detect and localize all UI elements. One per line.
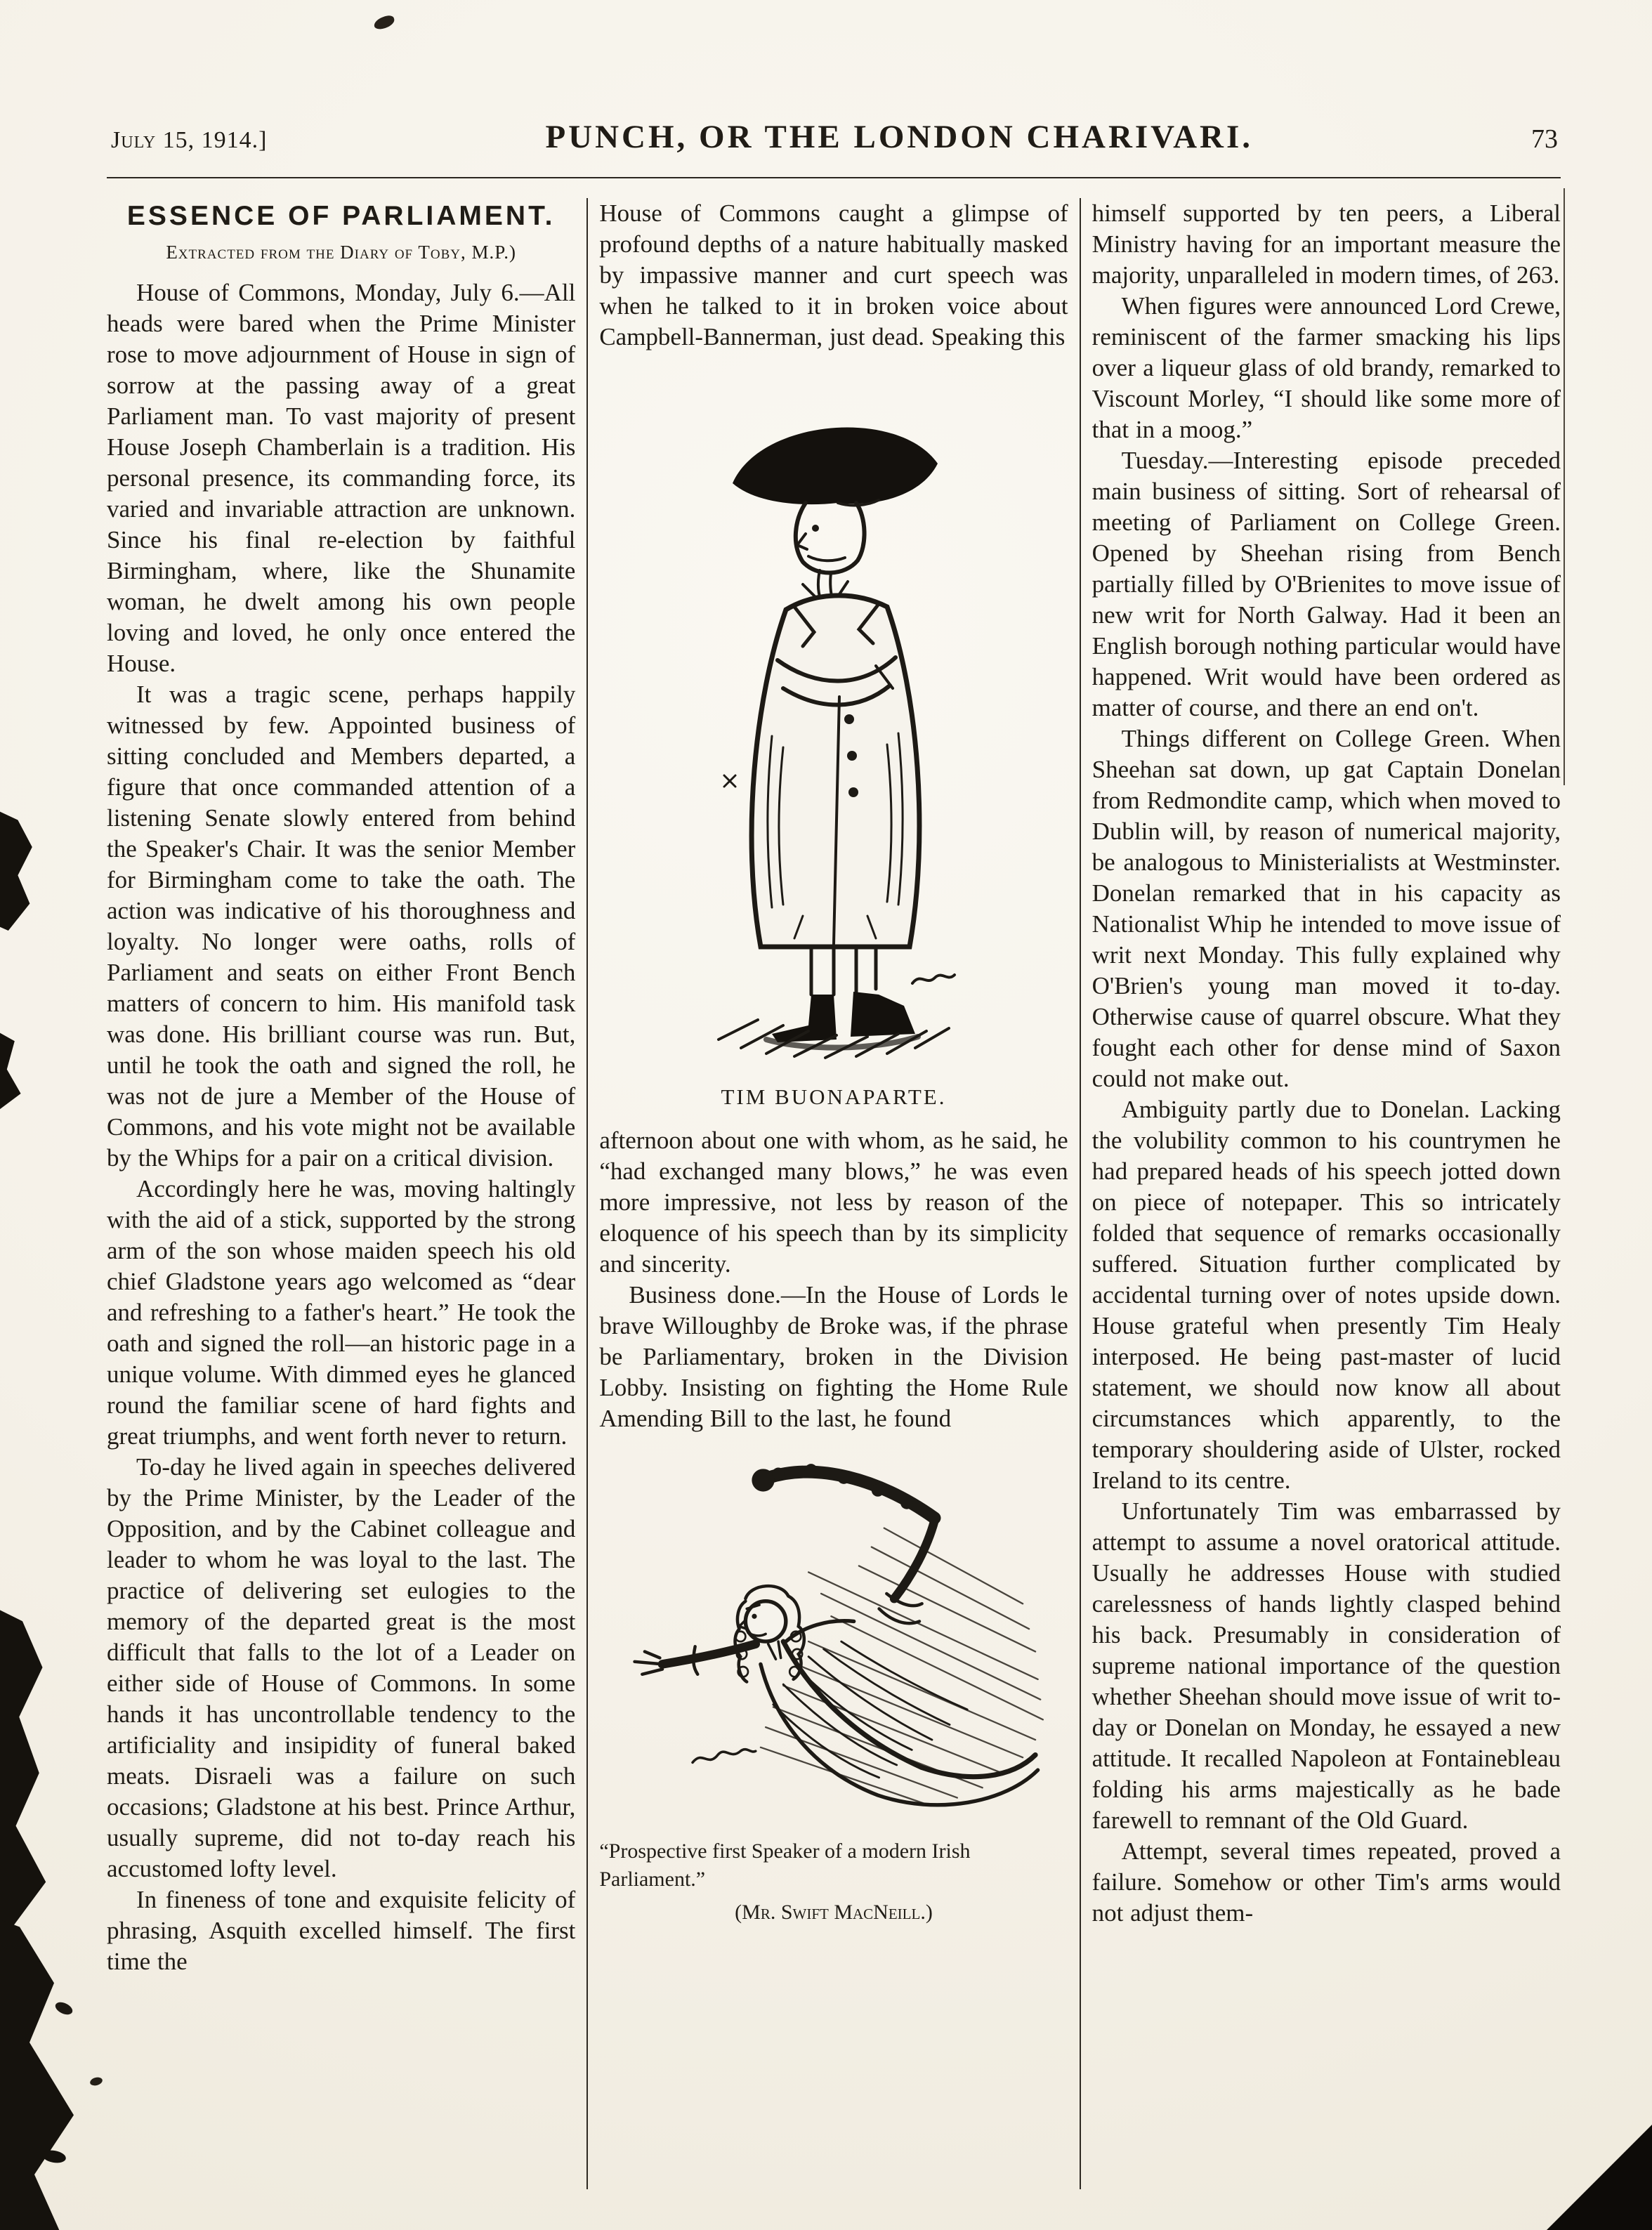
illustration-subcaption: (Mr. Swift MacNeill.) — [735, 1901, 933, 1924]
scan-artifact-left-edge — [0, 808, 39, 931]
column-2 — [588, 198, 1079, 2189]
paragraph: Things different on College Green. When Sheehan sat down, up gat Captain Donelan from Redmondite camp, which when moved to Dublin will, by reason of numerical majority, be analogous to Ministerialists at Westminster. Donelan remarked that in his capacity as Nationalist Whip he intended to move issue of writ next Monday. This fully explained why O'Brien's young man moved it to-day. Otherwise cause of quarrel obscure. What they fought each other for dense mind of Saxon could not make out. — [1092, 725, 1561, 1092]
column-2-top-text — [599, 198, 1068, 353]
column-3 — [1081, 198, 1561, 2189]
paragraph: Business done.—In the House of Lords le brave Willoughby de Broke was, if the phrase be Parliamentary, broken in the Division Lobby. Insisting on fighting the Home Rule Amending Bill to the last, he found — [599, 1281, 1068, 1432]
paragraph: Accordingly here he was, moving haltingly with the aid of a stick, supported by the strong arm of the son whose maiden speech his old chief Gladstone years ago welcomed as “dear and refreshing to a father's heart.” He took the oath and signed the roll—an historic page in a unique volume. With dimmed eyes he glanced round the familiar scene of hard fights and great triumphs, and went forth never to return. — [107, 1175, 576, 1450]
illustration-caption: TIM BUONAPARTE. — [721, 1084, 947, 1109]
right-edge-rule — [1563, 188, 1565, 785]
illustration-irish-speaker — [599, 1452, 1068, 1924]
scan-artifact-speck — [89, 2076, 103, 2087]
article-title: ESSENCE OF PARLIAMENT. — [126, 201, 556, 231]
scan-artifact-speck — [41, 2149, 67, 2165]
header-rule — [107, 177, 1561, 178]
paragraph: himself supported by ten peers, a Liberal Ministry having for an important measure the majority, unparalleled in modern times, of 263. — [1092, 199, 1561, 289]
scan-artifact-left-edge — [0, 1910, 74, 2230]
scan-artifact-speck — [53, 2000, 74, 2017]
paragraph: Unfortunately Tim was embarrassed by attempt to assume a novel oratorical attitude. Usually he addresses House with studied carelessness of hands lightly clasped behind his back. Presumably in consideration of supreme national importance of the question whether Sheehan should move issue of writ to-day or Donelan on Monday, he essayed a new attitude. It recalled Napoleon at Fontainebleau folding his arms majestically as he bade farewell to remnant of the Old Guard. — [1092, 1497, 1561, 1834]
tim-buonaparte-drawing — [637, 371, 1030, 1073]
paragraph: To-day he lived again in speeches delivered by the Prime Minister, by the Leader of the Opposition, and by the Cabinet colleague and leader to whom he was loyal to the last. The practice of delivering set eulogies to the memory of the departed great is the most difficult that falls to the lot of a Leader on either side of House of Commons. In some hands it has uncontrollable tendency to the artificiality and insipidity of funeral baked meats. Disraeli was a failure on such occasions; Gladstone at his best. Prince Arthur, usually supreme, did not to-day reach his accustomed lofty level. — [107, 1453, 576, 1882]
column-2-mid-text — [599, 1125, 1068, 1434]
paragraph: In fineness of tone and exquisite felicity of phrasing, Asquith excelled himself. The first time the — [107, 1886, 576, 1975]
paragraph: House of Commons, Monday, July 6.—All heads were bared when the Prime Minister rose to move adjournment of House in sign of sorrow at the passing away of a great Parliament man. To vast majority of present House Joseph Chamberlain is a tradition. His personal presence, its commanding force, its varied and invariable attraction are unknown. Since his final re-election by faithful Birmingham, where, like the Shunamite woman, he dwelt among his own people loving and loved, he only once entered the House. — [107, 279, 576, 677]
publication-title: PUNCH, OR THE LONDON CHARIVARI. — [545, 119, 1253, 155]
illustration-caption: “Prospective first Speaker of a modern Irish Parliament.” — [599, 1839, 971, 1891]
paragraph: afternoon about one with whom, as he said, he “had exchanged many blows,” he was even more impressive, not less by reason of the eloquence of his speech than by its simplicity and sincerity. — [599, 1127, 1068, 1278]
paragraph: It was a tragic scene, perhaps happily witnessed by few. Appointed business of sitting concluded and Members departed, a figure that once commanded attention of a listening Senate slowly entered from behind the Speaker's Chair. It was the senior Member for Birmingham come to take the oath. The action was indicative of his thoroughness and loyalty. No longer were oaths, rolls of Parliament and seats on either Front Bench matters of concern to him. His manifold task was done. His brilliant course was run. But, until he took the oath and signed the roll, he was not de jure a Member of the House of Commons, and his vote might not be available by the Whips for a pair on a critical division. — [107, 681, 576, 1172]
paragraph: House of Commons caught a glimpse of profound depths of a nature habitually masked by impassive manner and curt speech was when he talked to it in broken voice about Campbell-Bannerman, just dead. Speaking this — [599, 199, 1068, 350]
page-number: 73 — [1531, 124, 1558, 154]
issue-date: July 15, 1914.] — [111, 127, 268, 153]
scan-artifact-left-edge — [0, 1029, 24, 1110]
article-columns — [107, 198, 1561, 2189]
paragraph: When figures were announced Lord Crewe, reminiscent of the farmer smacking his lips over a liqueur glass of old brandy, remarked to Viscount Morley, “I should like some more of that in a moog.” — [1092, 292, 1561, 443]
paragraph: Ambiguity partly due to Donelan. Lacking the volubility common to his countrymen he had prepared heads of his speech jotted down on piece of notepaper. This so intricately folded that sequence of remarks occasionally suffered. Situation further complicated by accidental turning over of notes upside down. House grateful when presently Tim Healy interposed. He being past-master of lucid statement, we should now know all about circumstances which apparently, to the temporary shouldering aside of Ulster, rocked Ireland to its centre. — [1092, 1096, 1561, 1494]
article-subtitle: Extracted from the Diary of Toby, M.P.) — [166, 242, 516, 263]
column-3-text — [1092, 198, 1561, 1929]
column-1 — [107, 198, 586, 2189]
paragraph: Tuesday.—Interesting episode preceded main business of sitting. Sort of rehearsal of meeting of Parliament on College Green. Opened by Sheehan rising from Bench partially filled by O'Brienites to move issue of new writ for North Galway. Had it been an English borough nothing particular would have happened. Writ would have been ordered as matter of course, and there an end on't. — [1092, 447, 1561, 721]
paragraph: Attempt, several times repeated, proved a failure. Somehow or other Tim's arms would not adjust them- — [1092, 1837, 1561, 1927]
scan-artifact-corner — [1547, 2125, 1652, 2230]
scan-artifact-ink-spot — [372, 14, 395, 31]
masthead — [111, 118, 1558, 156]
scan-artifact-left-edge — [0, 1601, 49, 1931]
irish-speaker-drawing — [620, 1452, 1048, 1830]
column-1-text — [107, 277, 575, 1977]
illustration-tim-buonaparte — [599, 371, 1068, 1110]
